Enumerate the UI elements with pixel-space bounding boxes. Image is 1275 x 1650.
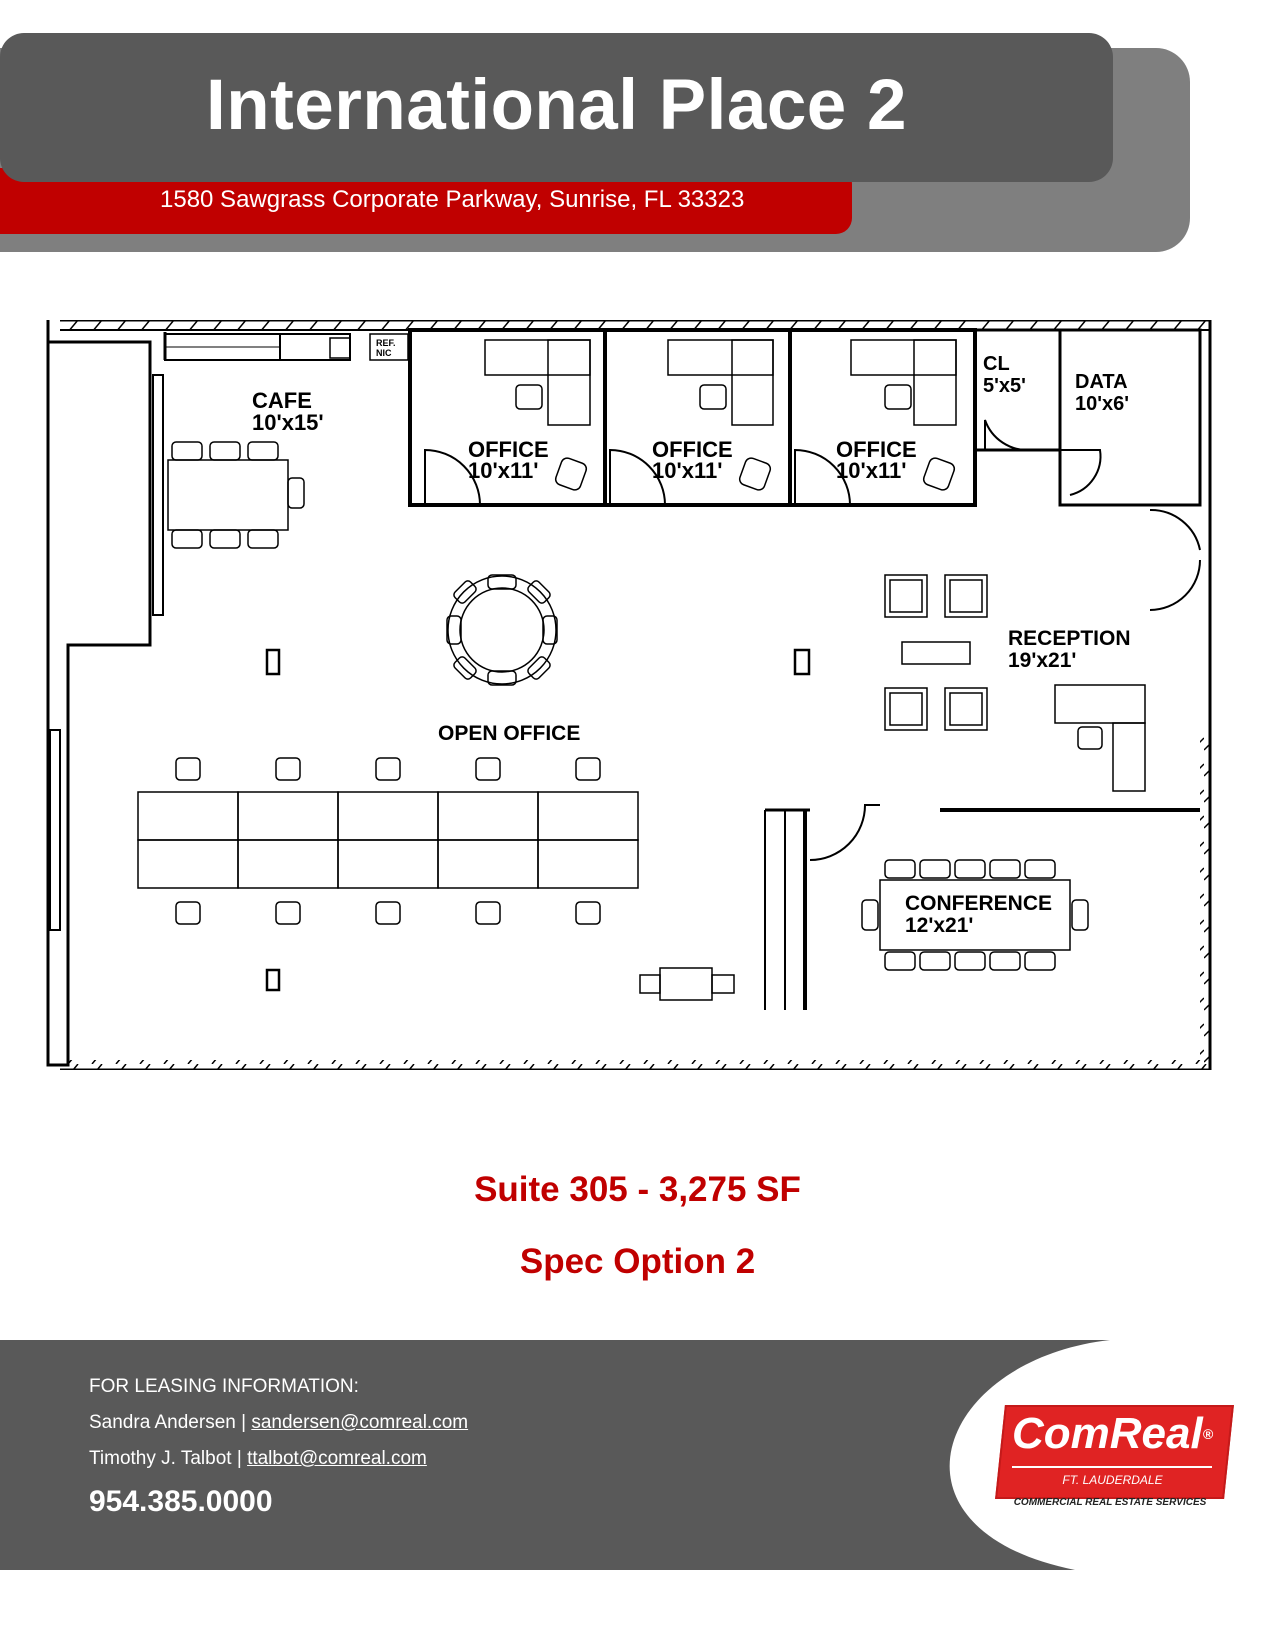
- cafe-label: CAFE: [252, 388, 312, 413]
- separator: |: [241, 1412, 247, 1433]
- nic-label: NIC: [376, 348, 392, 358]
- office-1-size: 10'x11': [468, 458, 539, 483]
- office-1-label: OFFICE: [468, 437, 549, 462]
- reception-size: 19'x21': [1008, 649, 1077, 672]
- reception-furniture: [885, 575, 1145, 791]
- cafe-size: 10'x15': [252, 410, 324, 435]
- logo-wordmark-text: ComReal: [1011, 1409, 1203, 1458]
- comreal-wordmark: [1000, 1408, 1225, 1460]
- round-table: [447, 575, 557, 685]
- logo-city: FT. LAUDERDALE: [1062, 1473, 1163, 1487]
- leasing-heading: FOR LEASING INFORMATION:: [89, 1376, 359, 1397]
- separator: |: [236, 1448, 242, 1469]
- contact-row: [89, 1445, 427, 1473]
- conference-label: CONFERENCE: [905, 892, 1053, 915]
- closet-size: 5'x5': [983, 375, 1026, 397]
- logo-tagline: COMMERCIAL REAL ESTATE SERVICES: [1013, 1497, 1207, 1508]
- spec-option: Spec Option 2: [519, 1242, 756, 1281]
- office-2-size: 10'x11': [652, 458, 723, 483]
- office-2-label: OFFICE: [652, 437, 733, 462]
- office-3-size: 10'x11': [836, 458, 907, 483]
- page-title: International Place 2: [205, 66, 908, 145]
- office-3-label: OFFICE: [836, 437, 917, 462]
- phone-number: 954.385.0000: [89, 1485, 273, 1518]
- closet-label: CL: [983, 353, 1010, 375]
- open-workstations: [138, 758, 638, 924]
- data-room-size: 10'x6': [1075, 393, 1130, 415]
- cafe-table: [168, 442, 304, 548]
- conference-size: 12'x21': [905, 914, 974, 937]
- copier-station: [640, 968, 734, 1000]
- data-room-label: DATA: [1075, 371, 1128, 393]
- suite-size: Suite 305 - 3,275 SF: [474, 1170, 801, 1209]
- registered-mark: ®: [1202, 1426, 1214, 1442]
- property-address: 1580 Sawgrass Corporate Parkway, Sunrise, FL 33323: [160, 186, 745, 213]
- floor-plan: [40, 320, 1220, 1070]
- contact-name: Timothy J. Talbot: [89, 1448, 232, 1469]
- logo-rule: [1012, 1466, 1212, 1468]
- ref-label: REF.: [376, 338, 396, 348]
- contact-name: Sandra Andersen: [89, 1412, 236, 1433]
- contact-email-link[interactable]: sandersen@comreal.com: [251, 1412, 469, 1433]
- open-office-label: OPEN OFFICE: [438, 722, 581, 745]
- reception-label: RECEPTION: [1008, 627, 1131, 650]
- contact-row: [89, 1409, 468, 1437]
- contact-email-link[interactable]: ttalbot@comreal.com: [247, 1448, 427, 1469]
- floor-plan-drawing: [40, 320, 1220, 1070]
